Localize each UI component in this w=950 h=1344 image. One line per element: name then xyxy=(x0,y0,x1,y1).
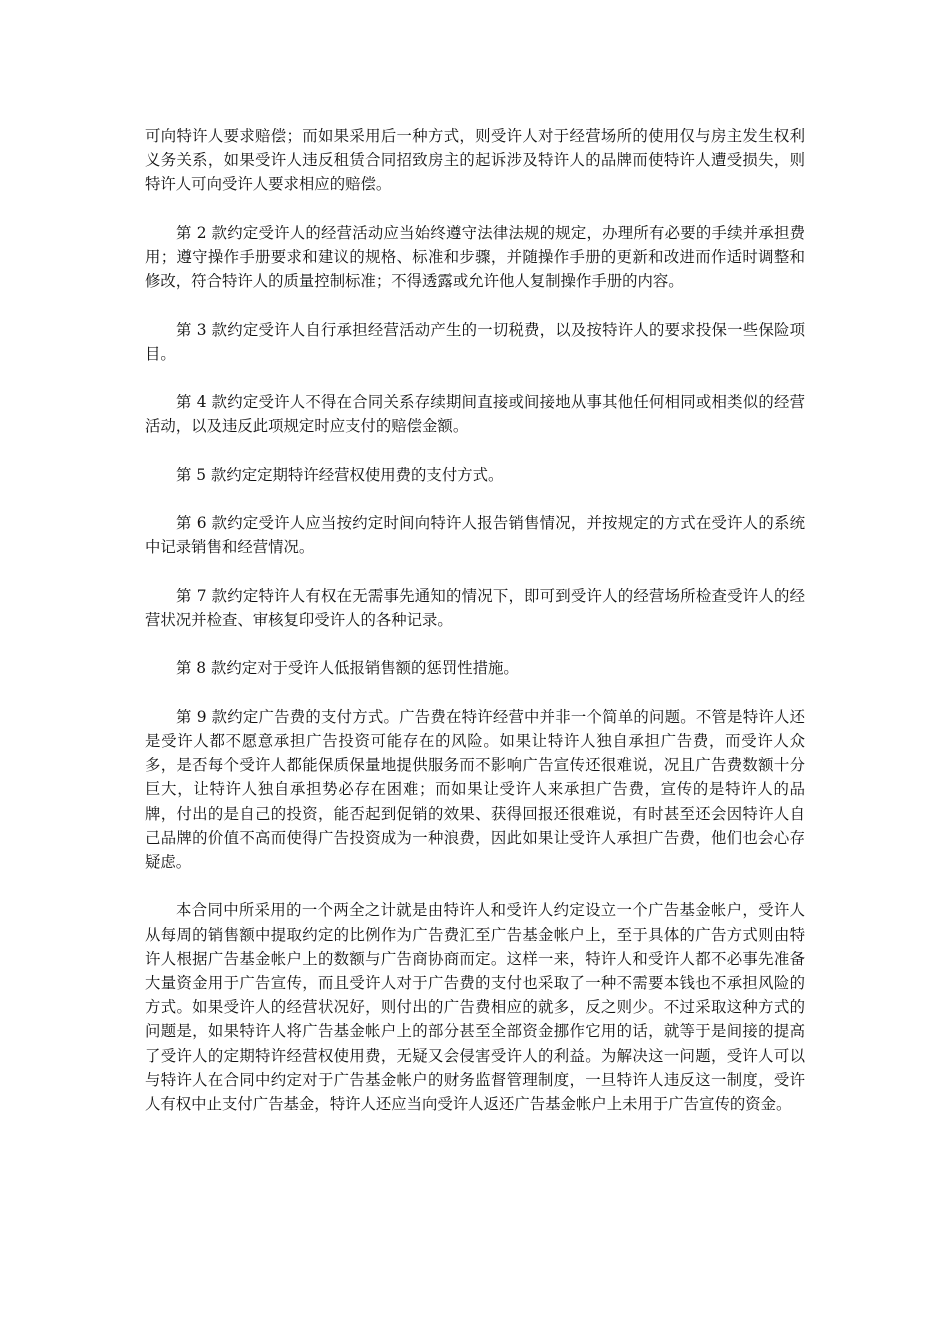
paragraph-clause-6: 第 6 款约定受许人应当按约定时间向特许人报告销售情况，并按规定的方式在受许人的系统中记录销售和经营情况。 xyxy=(145,514,805,557)
paragraph-clause-8: 第 8 款约定对于受许人低报销售额的惩罚性措施。 xyxy=(176,659,519,678)
paragraph-clause-2: 第 2 款约定受许人的经营活动应当始终遵守法律法规的规定，办理所有必要的手续并承担费用；遵守操作手册要求和建议的规格、标准和步骤，并随操作手册的更新和改进而作适时调整和修改，符合特许人的质量控制标准；不得透露或允许他人复制操作手册的内容。 xyxy=(145,223,805,291)
paragraph-continuation: 可向特许人要求赔偿；而如果采用后一种方式，则受许人对于经营场所的使用仅与房主发生权利义务关系，如果受许人违反租赁合同招致房主的起诉涉及特许人的品牌而使特许人遭受损失，则特许人可向受许人要求相应的赔偿。 xyxy=(145,127,805,194)
paragraph-clause-5: 第 5 款约定定期特许经营权使用费的支付方式。 xyxy=(176,465,504,484)
paragraph-clause-4: 第 4 款约定受许人不得在合同关系存续期间直接或间接地从事其他任何相同或相类似的经营活动，以及违反此项规定时应支付的赔偿金额。 xyxy=(145,393,805,436)
document-page xyxy=(145,124,805,1140)
paragraph-clause-3: 第 3 款约定受许人自行承担经营活动产生的一切税费，以及按特许人的要求投保一些保险项目。 xyxy=(145,320,805,363)
paragraph-clause-7: 第 7 款约定特许人有权在无需事先通知的情况下，即可到受许人的经营场所检查受许人的经营状况并检查、审核复印受许人的各种记录。 xyxy=(145,586,805,629)
paragraph-ad-fund: 本合同中所采用的一个两全之计就是由特许人和受许人约定设立一个广告基金帐户，受许人从每周的销售额中提取约定的比例作为广告费汇至广告基金帐户上，至于具体的广告方式则由特许人根据广告基金帐户上的数额与广告商协商而定。这样一来，特许人和受许人都不必事先准备大量资金用于广告宣传，而且受许人对于广告费的支付也采取了一种不需要本钱也不承担风险的方式。如果受许人的经营状况好，则付出的广告费相应的就多，反之则少。不过采取这种方式的问题是，如果特许人将广告基金帐户上的部分甚至全部资金挪作它用的话，就等于是间接的提高了受许人的定期特许经营权使用费，无疑又会侵害受许人的利益。为解决这一问题，受许人可以与特许人在合同中约定对于广告基金帐户的财务监督管理制度，一旦特许人违反这一制度，受许人有权中止支付广告基金，特许人还应当向受许人返还广告基金帐户上未用于广告宣传的资金。 xyxy=(145,901,805,1113)
paragraph-clause-9: 第 9 款约定广告费的支付方式。广告费在特许经营中并非一个简单的问题。不管是特许人还是受许人都不愿意承担广告投资可能存在的风险。如果让特许人独自承担广告费，而受许人众多，是否每个受许人都能保质保量地提供服务而不影响广告宣传还很难说，况且广告费数额十分巨大，让特许人独自承担势必存在困难；而如果让受许人来承担广告费，宣传的是特许人的品牌，付出的是自己的投资，能否起到促销的效果、获得回报还很难说，有时甚至还会因特许人自己品牌的价值不高而使得广告投资成为一种浪费，因此如果让受许人承担广告费，他们也会心存疑虑。 xyxy=(145,707,805,871)
